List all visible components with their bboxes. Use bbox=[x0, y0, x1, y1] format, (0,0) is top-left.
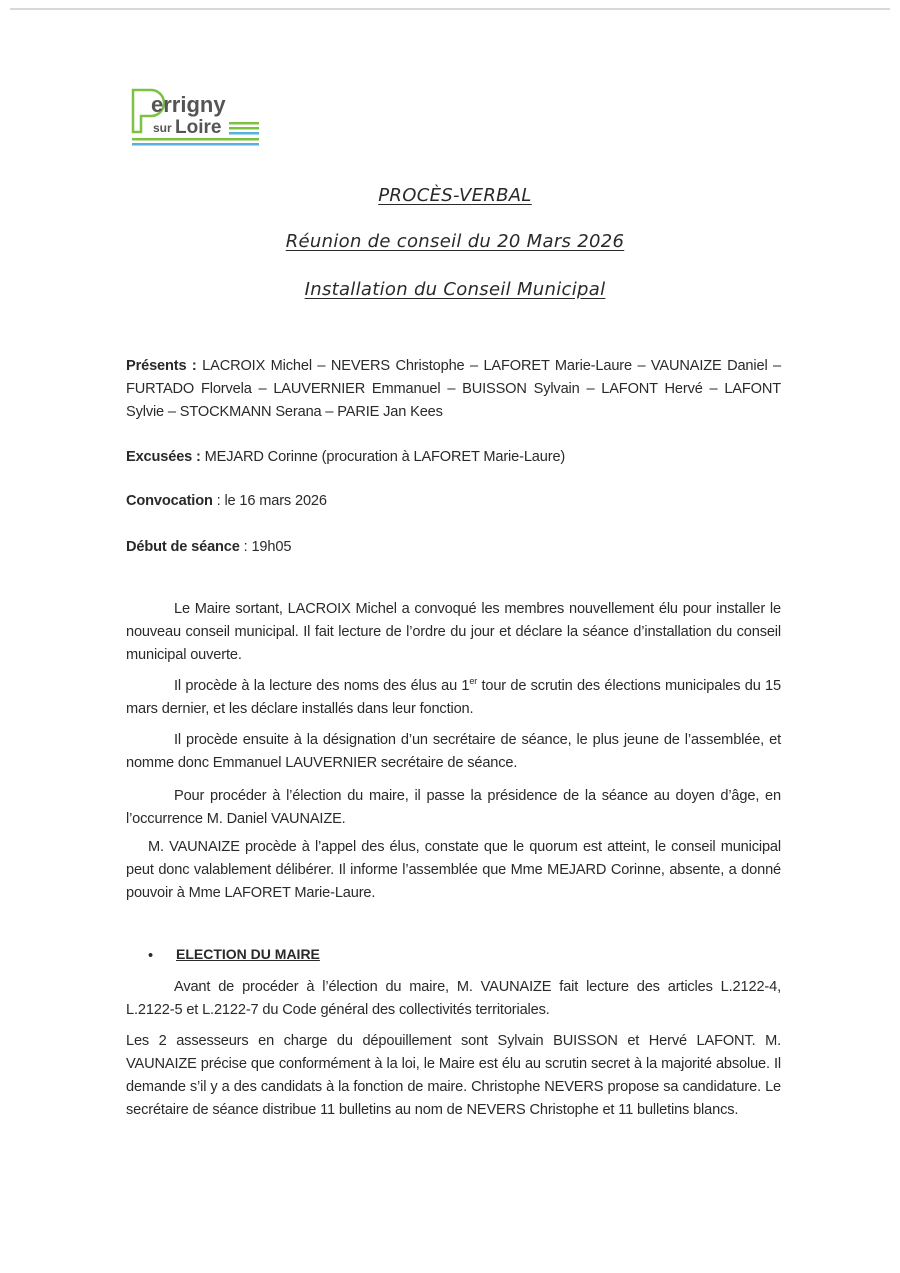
svg-text:Loire: Loire bbox=[175, 117, 222, 138]
meeting-subtitle: Installation du Conseil Municipal bbox=[304, 279, 606, 300]
scan-edge bbox=[10, 8, 890, 10]
document-title: PROCÈS-VERBAL bbox=[378, 185, 532, 206]
section-heading: ELECTION DU MAIRE bbox=[176, 946, 320, 962]
paragraph: Pour procéder à l’élection du maire, il passe la présidence de la séance au doyen d’âge, en l’occurrence M. Daniel VAUNAIZE. bbox=[126, 788, 781, 827]
paragraph: Les 2 assesseurs en charge du dépouillement sont Sylvain BUISSON et Hervé LAFONT. M. VAUNAIZE précise que conformément à la loi, le Maire est élu au scrutin secret à la majorité absolue. Il demande s’il y a des candidats à la fonction de maire. Christophe NEVERS propose sa candidature. Le secrétaire de séance distribue 11 bulletins au nom de NEVERS Christophe et 11 bulletins blancs. bbox=[126, 1033, 781, 1118]
svg-text:sur: sur bbox=[153, 121, 172, 135]
convocation-block: Convocation : le 16 mars 2026 bbox=[126, 493, 327, 509]
perrigny-sur-loire-logo bbox=[131, 88, 261, 146]
paragraph: Il procède ensuite à la désignation d’un secrétaire de séance, le plus jeune de l’assemblée, et nomme donc Emmanuel LAUVERNIER secrétaire de séance. bbox=[126, 732, 781, 771]
paragraph: Avant de procéder à l’élection du maire, M. VAUNAIZE fait lecture des articles L.2122-4, L.2122-5 et L.2122-7 du Code général des collectivités territoriales. bbox=[126, 979, 781, 1018]
debut-block: Début de séance : 19h05 bbox=[126, 539, 292, 555]
paragraph: Il procède à la lecture des noms des élus au 1er tour de scrutin des élections municipales du 15 mars dernier, et les déclare installés dans leur fonction. bbox=[126, 676, 781, 717]
svg-text:errigny: errigny bbox=[151, 92, 226, 117]
presents-block: Présents : LACROIX Michel – NEVERS Christophe – LAFORET Marie-Laure – VAUNAIZE Daniel – FURTADO Florvela – LAUVERNIER Emmanuel – BUISSON Sylvain – LAFONT Hervé – LAFONT Sylvie – STOCKMANN Serana – PARIE Jan Kees bbox=[126, 358, 781, 420]
excusees-block: Excusées : MEJARD Corinne (procuration à LAFORET Marie-Laure) bbox=[126, 449, 566, 465]
bullet-icon: • bbox=[148, 948, 154, 964]
paragraph: Le Maire sortant, LACROIX Michel a convoqué les membres nouvellement élu pour installer le nouveau conseil municipal. Il fait lecture de l’ordre du jour et déclare la séance d’installation du conseil municipal ouverte. bbox=[126, 601, 781, 663]
meeting-title: Réunion de conseil du 20 Mars 2026 bbox=[285, 231, 625, 252]
paragraph: M. VAUNAIZE procède à l’appel des élus, constate que le quorum est atteint, le conseil municipal peut donc valablement délibérer. Il informe l’assemblée que Mme MEJARD Corinne, absente, a donné pouvoir à Mme LAFORET Marie-Laure. bbox=[126, 839, 781, 901]
